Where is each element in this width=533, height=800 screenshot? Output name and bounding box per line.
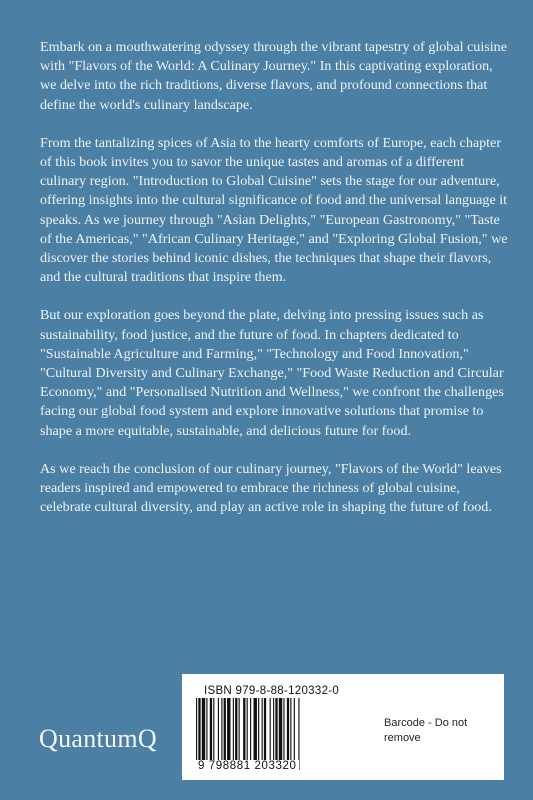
blurb-paragraph-4: As we reach the conclusion of our culinary journey, "Flavors of the World" leaves readers inspired and empowered to embrace the richness of global cuisine, celebrate cultural diversity, and play an active role in shaping the future of food. xyxy=(40,460,502,516)
barcode-digits: 9 798881 203320 xyxy=(198,760,297,772)
blurb-paragraph-1: Embark on a mouthwatering odyssey through the vibrant tapestry of global cuisine with "Flavors of the World: A Culinary Journey." In this captivating exploration, we delve into the rich traditions, diverse flavors, and profound connections that define the world's culinary landscape. xyxy=(40,39,507,113)
barcode-note: Barcode - Do not remove xyxy=(384,717,468,744)
blurb-paragraph-3: But our exploration goes beyond the plate, delving into pressing issues such as sustainability, food justice, and the future of food. In chapters dedicated to "Sustainable Agriculture and Farming," "Technology and Food Innovation," "Cultural Diversity and Culinary Exchange," "Food Waste Reduction and Circular Economy," and "Personalised Nutrition and Wellness," we confront the challenges facing our global food system and explore innovative solutions that promise to shape a more equitable, sustainable, and delicious future for food. xyxy=(40,307,504,439)
blurb-text xyxy=(40,38,510,536)
blurb-paragraph-2: From the tantalizing spices of Asia to the hearty comforts of Europe, each chapter of this book invites you to savor the unique tastes and aromas of a different culinary region. "Introduction to Global Cuisine" sets the stage for our adventure, offering insights into the cultural significance of food and the universal language it speaks. As we journey through "Asian Delights," "European Gastronomy," "Taste of the Americas," "African Culinary Heritage," and "Exploring Global Fusion," we discover the stories behind iconic dishes, the techniques that shape their flavors, and the cultural traditions that inspire them. xyxy=(40,134,508,286)
barcode-box xyxy=(182,674,504,780)
publisher-logo: QuantumQ xyxy=(39,724,157,753)
isbn-label: ISBN 979-8-88-120332-0 xyxy=(204,685,340,697)
